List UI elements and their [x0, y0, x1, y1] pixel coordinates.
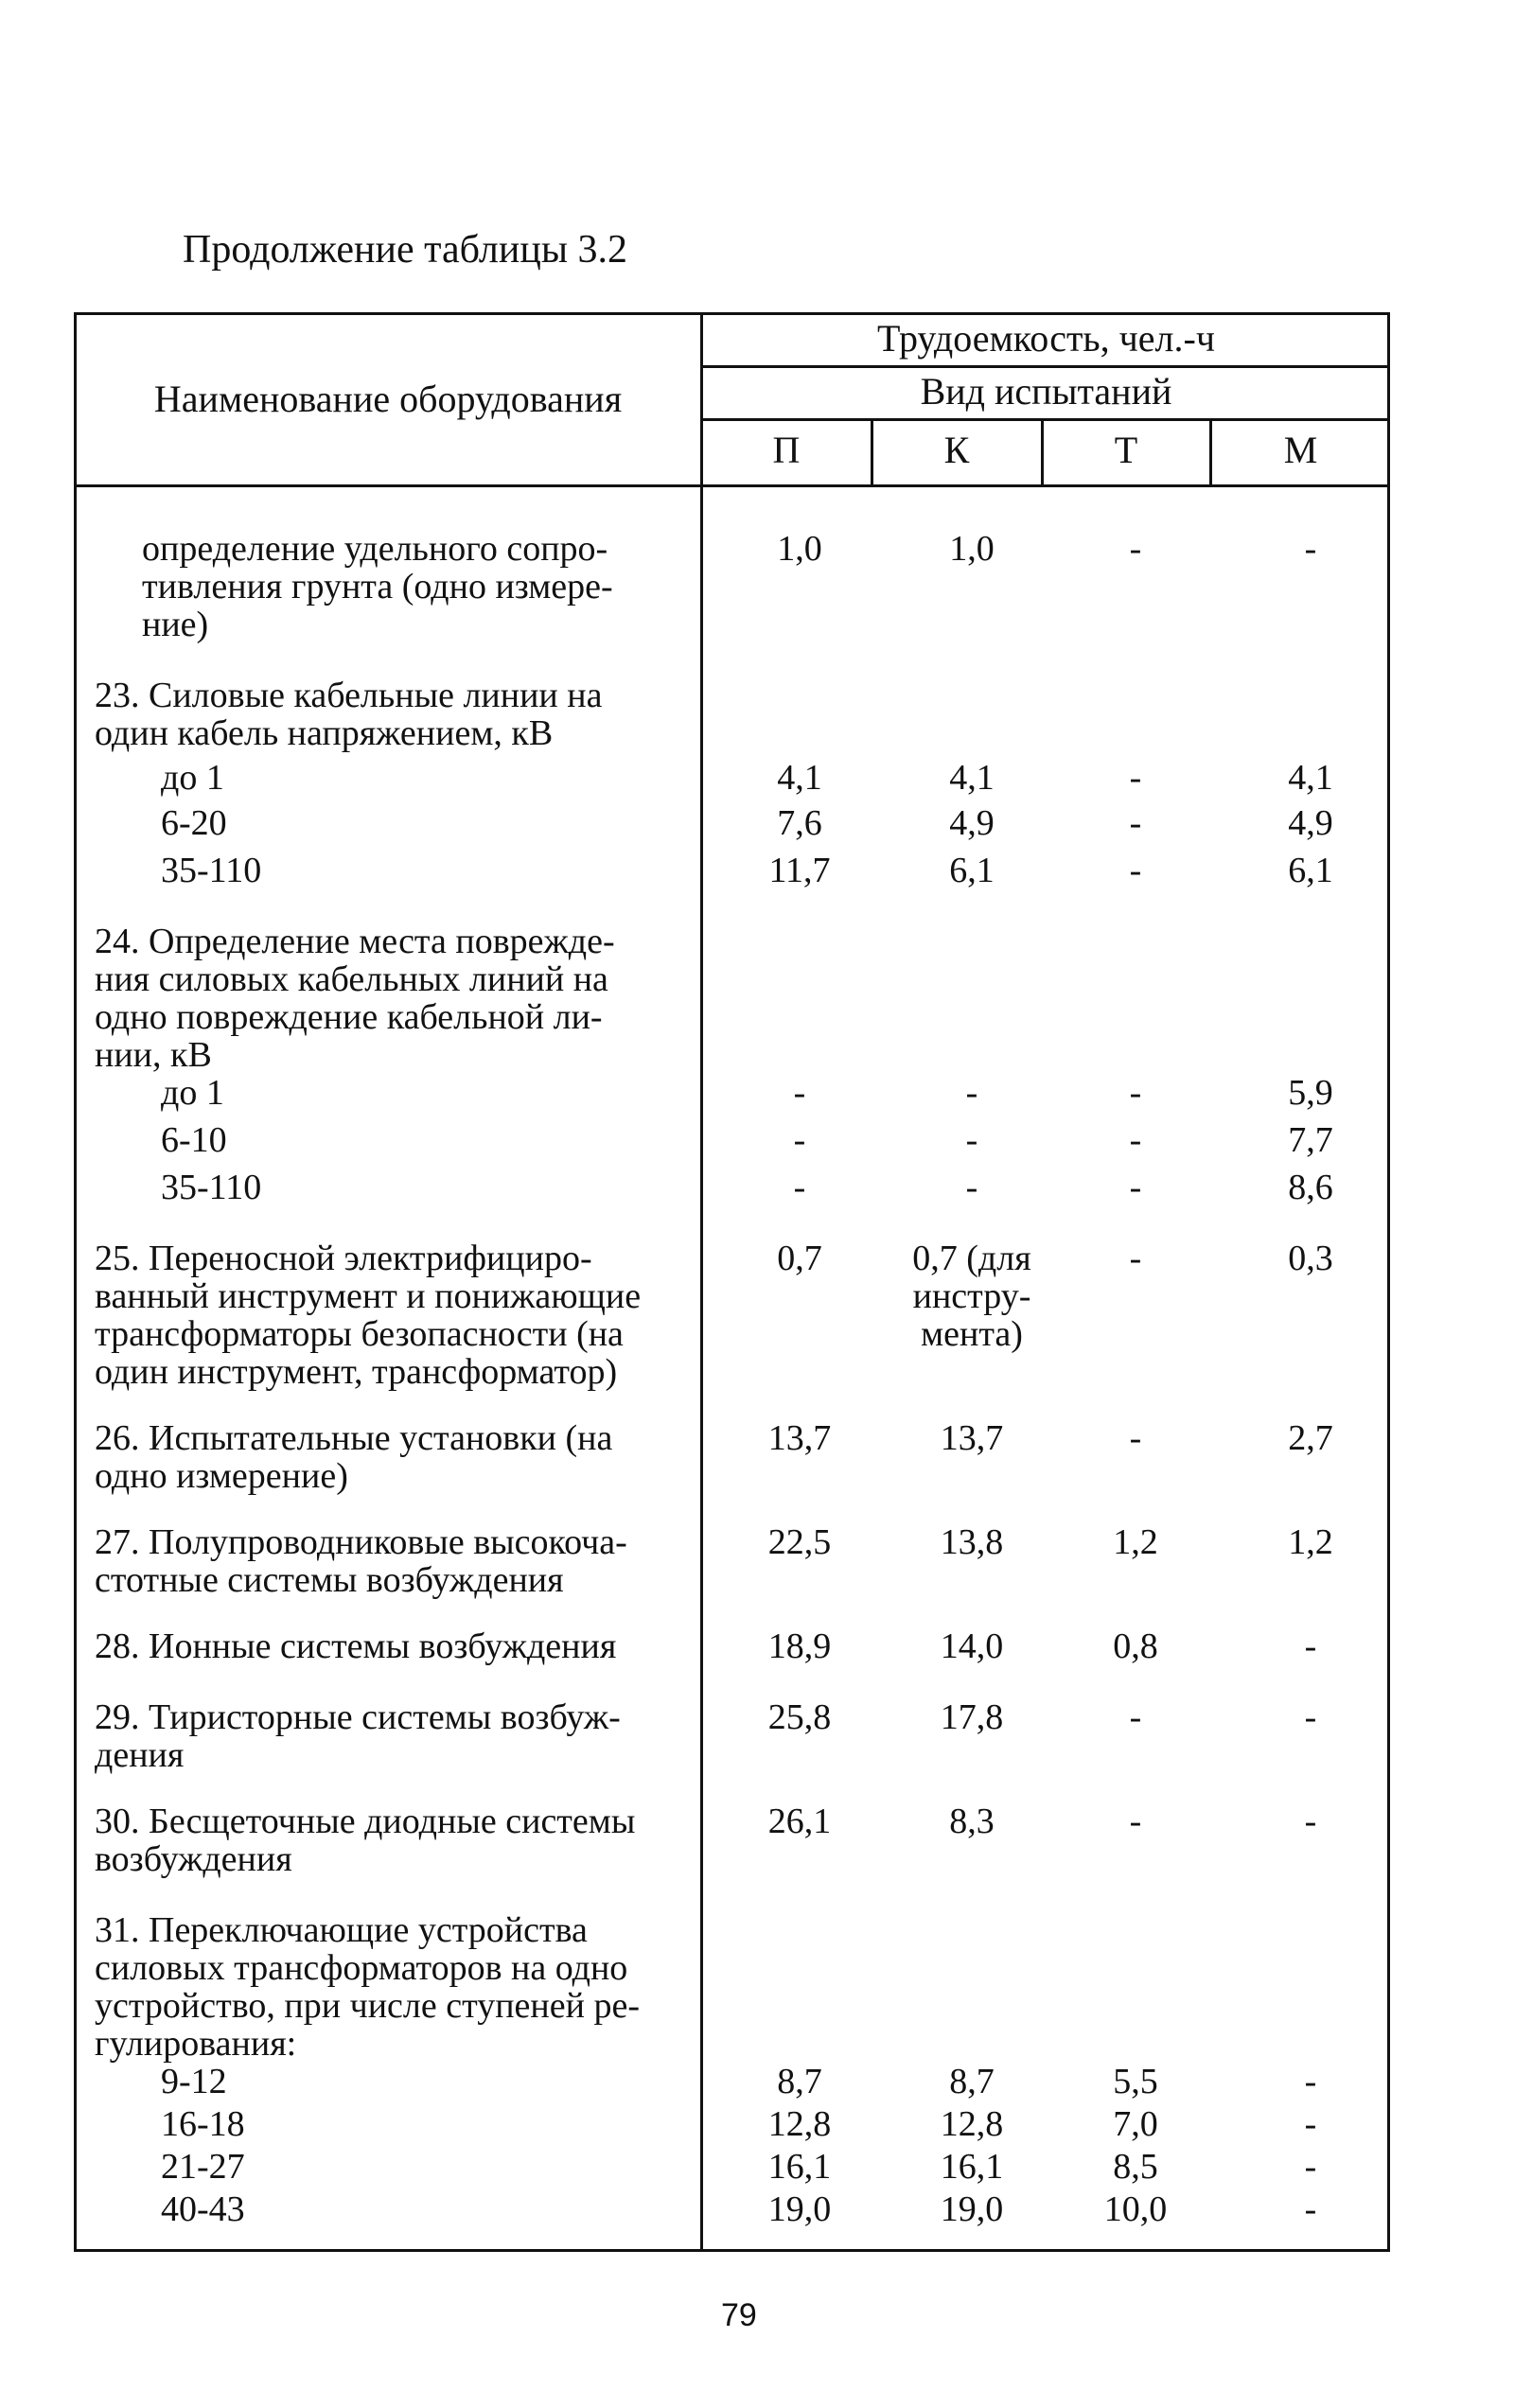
row-value-p: 26,1 — [767, 1802, 832, 1841]
row-value-k: 19,0 — [940, 2189, 1004, 2229]
header-labor: Трудоемкость, чел.-ч — [877, 317, 1215, 360]
row-value-m: 0,3 — [1288, 1239, 1333, 1278]
row-sub-label: 16-18 — [161, 2104, 245, 2144]
row-value-m: 4,1 — [1288, 758, 1333, 798]
row-value-t: - — [1129, 803, 1142, 843]
row-value-k: 17,8 — [940, 1697, 1004, 1737]
table-caption: Продолжение таблицы 3.2 — [183, 228, 628, 272]
row-value-m: - — [1304, 2189, 1317, 2229]
row-value-k: 12,8 — [940, 2104, 1004, 2144]
page-number: 79 — [721, 2297, 757, 2333]
row-value-t: 7,0 — [1113, 2104, 1158, 2144]
row-name-line: ванный инструмент и понижающие — [95, 1276, 642, 1316]
row-value-m: - — [1304, 2062, 1317, 2101]
row-value-t: - — [1129, 1697, 1142, 1737]
row-name-line: 30. Бесщеточные диодные системы — [95, 1802, 636, 1841]
row-sub-label: до 1 — [161, 1073, 224, 1113]
header-divider-name — [700, 312, 703, 2252]
row-value-m: 7,7 — [1288, 1120, 1333, 1160]
row-value-m: - — [1304, 2104, 1317, 2144]
header-col-t: Т — [1114, 429, 1138, 471]
row-name-line: силовых трансформаторов на одно — [95, 1948, 628, 1988]
header-line-test-type — [700, 418, 1390, 421]
row-value-p: 11,7 — [768, 851, 831, 890]
row-name-line: 24. Определение места поврежде- — [95, 922, 615, 961]
row-name-line: определение удельного сопро- — [142, 529, 608, 569]
row-name-line: одно измерение) — [95, 1456, 348, 1496]
row-value-k: 4,1 — [949, 758, 995, 798]
row-value-t: - — [1129, 529, 1142, 569]
row-sub-label: до 1 — [161, 758, 224, 798]
row-value-t: - — [1129, 1418, 1142, 1458]
row-value-t: 10,0 — [1103, 2189, 1168, 2229]
row-name-line: нии, кВ — [95, 1035, 212, 1075]
row-value-t: - — [1129, 758, 1142, 798]
row-value-m: 4,9 — [1288, 803, 1333, 843]
row-value-p: 22,5 — [767, 1522, 832, 1562]
row-name-line: 25. Переносной электрифициро- — [95, 1239, 592, 1278]
row-value-p: 16,1 — [767, 2147, 832, 2187]
row-name-line: устройство, при числе ступеней ре- — [95, 1986, 640, 2026]
header-line-labor — [700, 365, 1390, 368]
row-value-m: - — [1304, 1802, 1317, 1841]
row-name-line: один кабель напряжением, кВ — [95, 713, 554, 753]
row-value-k: мента) — [921, 1314, 1023, 1354]
row-value-t: - — [1129, 1168, 1142, 1207]
row-value-p: 18,9 — [767, 1626, 832, 1666]
header-name-col: Наименование оборудования — [153, 378, 623, 420]
header-col-p: П — [772, 429, 801, 471]
row-value-k: 14,0 — [940, 1626, 1004, 1666]
row-value-k: инстру- — [912, 1276, 1031, 1316]
row-sub-label: 9-12 — [161, 2062, 227, 2101]
row-name-line: 26. Испытательные установки (на — [95, 1418, 613, 1458]
row-name-line: стотные системы возбуждения — [95, 1560, 564, 1600]
row-value-p: 0,7 — [777, 1239, 822, 1278]
row-value-m: 6,1 — [1288, 851, 1333, 890]
row-name-line: одно повреждение кабельной ли- — [95, 997, 603, 1037]
row-value-m: - — [1304, 2147, 1317, 2187]
row-value-t: 5,5 — [1113, 2062, 1158, 2101]
row-value-p: - — [793, 1073, 806, 1113]
row-name-line: 23. Силовые кабельные линии на — [95, 676, 603, 715]
header-col-k: К — [943, 429, 970, 471]
row-value-t: - — [1129, 1802, 1142, 1841]
row-value-p: 19,0 — [767, 2189, 832, 2229]
row-value-p: 8,7 — [777, 2062, 822, 2101]
row-value-k: - — [965, 1073, 978, 1113]
row-value-p: 4,1 — [777, 758, 822, 798]
row-value-k: 4,9 — [949, 803, 995, 843]
row-value-t: - — [1129, 1239, 1142, 1278]
row-sub-label: 35-110 — [161, 851, 262, 890]
row-name-line: тивления грунта (одно измере- — [142, 567, 613, 606]
row-value-p: 25,8 — [767, 1697, 832, 1737]
row-name-line: 27. Полупроводниковые высокоча- — [95, 1522, 627, 1562]
row-value-p: 7,6 — [777, 803, 822, 843]
row-value-m: - — [1304, 1697, 1317, 1737]
row-value-t: - — [1129, 1073, 1142, 1113]
row-value-k: 8,3 — [949, 1802, 995, 1841]
row-value-k: - — [965, 1168, 978, 1207]
row-value-t: 0,8 — [1113, 1626, 1158, 1666]
row-value-p: 1,0 — [777, 529, 822, 569]
row-name-line: один инструмент, трансформатор) — [95, 1352, 618, 1392]
row-value-p: - — [793, 1168, 806, 1207]
row-value-k: - — [965, 1120, 978, 1160]
row-name-line: дения — [95, 1735, 185, 1775]
row-value-t: - — [1129, 851, 1142, 890]
row-value-t: - — [1129, 1120, 1142, 1160]
row-name-line: возбуждения — [95, 1839, 292, 1879]
row-name-line: гулирования: — [95, 2024, 297, 2064]
row-value-m: - — [1304, 1626, 1317, 1666]
row-name-line: 28. Ионные системы возбуждения — [95, 1626, 617, 1666]
row-value-m: 8,6 — [1288, 1168, 1333, 1207]
header-test-type: Вид испытаний — [920, 370, 1172, 413]
row-value-k: 0,7 (для — [912, 1239, 1031, 1278]
row-name-line: 31. Переключающие устройства — [95, 1910, 588, 1950]
row-value-k: 1,0 — [949, 529, 995, 569]
header-col-m: М — [1283, 429, 1318, 471]
row-value-p: 12,8 — [767, 2104, 832, 2144]
row-value-k: 16,1 — [940, 2147, 1004, 2187]
row-value-k: 8,7 — [949, 2062, 995, 2101]
row-sub-label: 21-27 — [161, 2147, 245, 2187]
row-value-k: 13,8 — [940, 1522, 1004, 1562]
row-name-line: ния силовых кабельных линий на — [95, 959, 608, 999]
row-value-t: 1,2 — [1113, 1522, 1158, 1562]
row-name-line: трансформаторы безопасности (на — [95, 1314, 624, 1354]
row-value-k: 13,7 — [940, 1418, 1004, 1458]
row-value-t: 8,5 — [1113, 2147, 1158, 2187]
row-sub-label: 6-10 — [161, 1120, 227, 1160]
row-name-line: ние) — [142, 605, 209, 644]
row-value-m: - — [1304, 529, 1317, 569]
row-value-p: 13,7 — [767, 1418, 832, 1458]
row-value-p: - — [793, 1120, 806, 1160]
row-value-m: 1,2 — [1288, 1522, 1333, 1562]
row-value-m: 5,9 — [1288, 1073, 1333, 1113]
row-value-k: 6,1 — [949, 851, 995, 890]
row-name-line: 29. Тиристорные системы возбуж- — [95, 1697, 621, 1737]
row-sub-label: 6-20 — [161, 803, 227, 843]
row-sub-label: 40-43 — [161, 2189, 245, 2229]
row-value-m: 2,7 — [1288, 1418, 1333, 1458]
header-bottom-line — [74, 484, 1390, 487]
row-sub-label: 35-110 — [161, 1168, 262, 1207]
